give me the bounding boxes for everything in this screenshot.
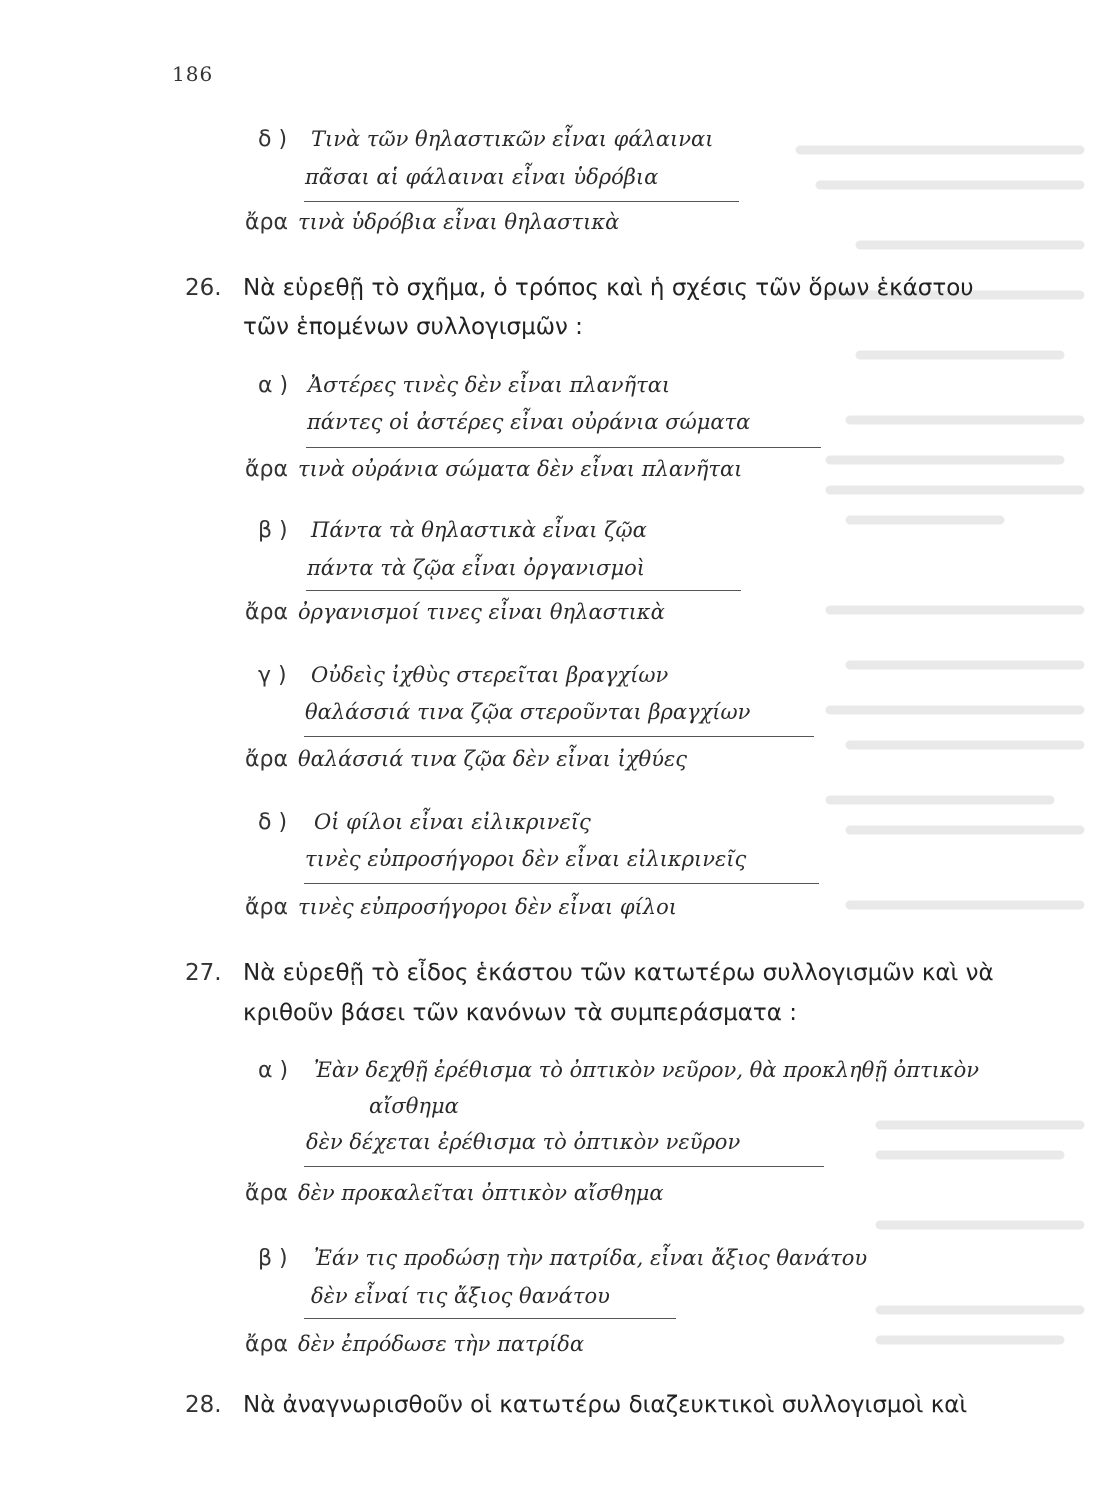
item-label: α ) [258,373,289,398]
premise-major: Ἐὰν δεχθῇ ἐρέθισμα τὸ ὀπτικὸν νεῦρον, θὰ προκληθῇ ὀπτικὸν [314,1058,979,1082]
exercise-number: 27. [185,960,222,986]
inference-rule [304,1166,824,1167]
premise-minor: δὲν δέχεται ἐρέθισμα τὸ ὀπτικὸν νεῦρον [306,1130,741,1154]
conclusion-text: δὲν προκαλεῖται ὀπτικὸν αἴσθημα [297,1181,664,1205]
conclusion-text: ὀργανισμοί τινες εἶναι θηλαστικὰ [297,600,665,624]
exercise-number: 28. [185,1392,222,1418]
conclusion-text: θαλάσσιά τινα ζῷα δὲν εἶναι ἰχθύες [297,747,687,771]
conclusion-text: δὲν ἐπρόδωσε τὴν πατρίδα [297,1332,585,1356]
inference-rule [306,447,821,448]
conclusion-line [245,600,665,625]
premise-minor: πάντες οἱ ἀστέρες εἶναι οὐράνια σώματα [307,410,751,434]
exercise-number: 26. [185,275,222,301]
exercise-text: Νὰ εὑρεθῇ τὸ σχῆμα, ὁ τρόπος καὶ ἡ σχέσις τῶν ὅρων ἑκάστου [243,275,974,301]
therefore-word: ἄρα [245,747,288,772]
therefore-word: ἄρα [245,600,288,625]
item-label: α ) [258,1058,289,1083]
exercise-text: Νὰ εὑρεθῇ τὸ εἶδος ἑκάστου τῶν κατωτέρω συλλογισμῶν καὶ νὰ [243,960,994,986]
therefore-word: ἄρα [245,210,288,235]
inference-rule [304,883,819,884]
item-label: β ) [258,518,288,543]
conclusion-text: τινὰ οὐράνια σώματα δὲν εἶναι πλανῆται [297,457,743,481]
conclusion-text: τινὲς εὐπροσήγοροι δὲν εἶναι φίλοι [297,895,677,919]
conclusion-text: τινὰ ὑδρόβια εἶναι θηλαστικὰ [297,210,620,234]
premise-minor: πάντα τὰ ζῷα εἶναι ὀργανισμοὶ [307,556,645,580]
page-number: 186 [172,62,214,86]
item-label: δ ) [258,810,288,835]
premise-major: Πάντα τὰ θηλαστικὰ εἶναι ζῷα [311,518,647,542]
therefore-word: ἄρα [245,895,288,920]
conclusion-line [245,895,677,920]
item-label: γ ) [258,663,287,688]
exercise-text: κριθοῦν βάσει τῶν κανόνων τὰ συμπεράσματα : [243,1000,797,1026]
inference-rule [304,201,739,202]
conclusion-line [245,1181,664,1206]
premise-major-continued: αἴσθημα [369,1094,459,1118]
inference-rule [304,1318,676,1319]
premise-major: Ἀστέρες τινὲς δὲν εἶναι πλανῆται [308,373,671,397]
conclusion-line [245,210,619,235]
premise-minor: πᾶσαι αἱ φάλαιναι εἶναι ὑδρόβια [305,165,659,189]
inference-rule [306,590,741,591]
conclusion-line [245,747,687,772]
item-label: β ) [258,1246,288,1271]
premise-major: Οὐδεὶς ἰχθὺς στερεῖται βραγχίων [311,663,669,687]
exercise-text: Νὰ ἀναγνωρισθοῦν οἱ κατωτέρω διαζευκτικοὶ συλλογισμοὶ καὶ [243,1392,968,1418]
premise-major: Τινὰ τῶν θηλαστικῶν εἶναι φάλαιναι [311,127,714,151]
therefore-word: ἄρα [245,1181,288,1206]
premise-minor: δὲν εἶναί τις ἄξιος θανάτου [311,1284,610,1308]
therefore-word: ἄρα [245,457,288,482]
therefore-word: ἄρα [245,1332,288,1357]
premise-major: Οἱ φίλοι εἶναι εἰλικρινεῖς [314,810,591,834]
premise-minor: τινὲς εὐπροσήγοροι δὲν εἶναι εἰλικρινεῖς [305,847,747,871]
item-label: δ ) [258,127,288,152]
premise-major: Ἐάν τις προδώσῃ τὴν πατρίδα, εἶναι ἄξιος θανάτου [314,1246,868,1270]
exercise-text: τῶν ἑπομένων συλλογισμῶν : [243,314,583,340]
inference-rule [304,736,814,737]
premise-minor: θαλάσσιά τινα ζῷα στεροῦνται βραγχίων [305,700,751,724]
conclusion-line [245,1332,584,1357]
conclusion-line [245,457,742,482]
